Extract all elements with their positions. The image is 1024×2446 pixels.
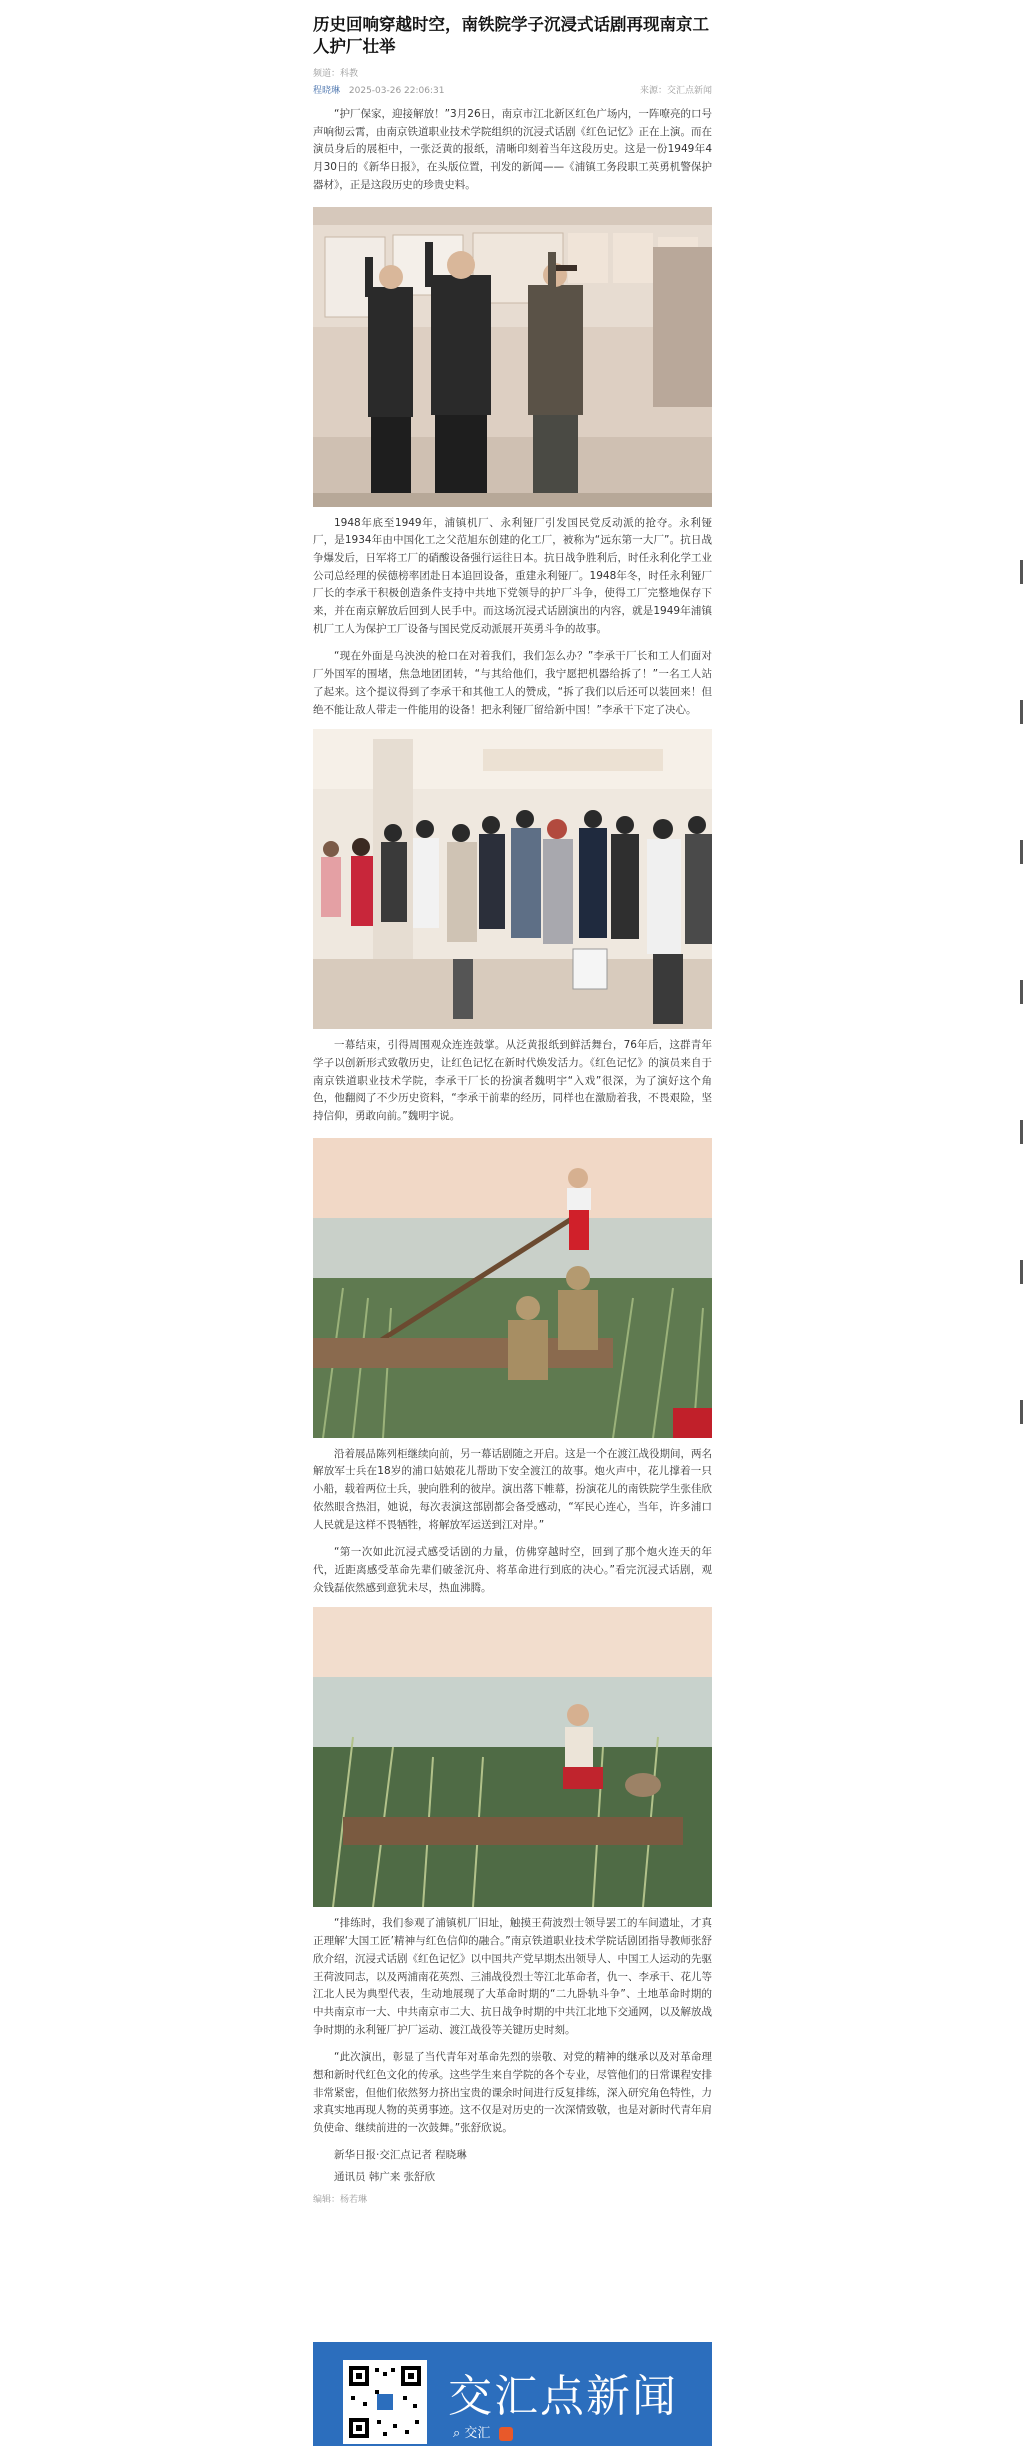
paragraph: 一幕结束，引得周围观众连连鼓掌。从泛黄报纸到鲜活舞台，76年后，这群青年学子以创新形式致敬历史，让红色记忆在新时代焕发活力。《红色记忆》的演员来自于南京铁道职业技术学院，李承干厂长的扮演者魏明宇“入戏”很深，为了演好这个角色，他翻阅了不少历史资料，“李承干前辈的经历，同样也在激励着我，不畏艰险，坚持信仰，勇敢向前。”魏明宇说。: [313, 1039, 712, 1123]
brand-name: 交汇点新闻: [448, 2371, 678, 2422]
article-title: 历史回响穿越时空，南铁院学子沉浸式话剧再现南京工人护厂壮举: [313, 15, 709, 56]
photo-actors: [313, 207, 712, 507]
paragraph: “现在外面是乌泱泱的枪口在对着我们，我们怎么办？”李承干厂长和工人们面对厂外国军的围堵，焦急地团团转，“与其给他们，我宁愿把机器给拆了！”一名工人站了起来。这个提议得到了李承干和其他工人的赞成，“拆了我们以后还可以装回来！但绝不能让敌人带走一件能用的设备！把永利铔厂留给新中国！”李承干下定了决心。: [313, 650, 712, 716]
scroll-marker: [1020, 980, 1023, 1004]
photo-audience: [313, 729, 712, 1029]
photo-reeds-image: [313, 1607, 712, 1907]
scroll-marker: [1020, 700, 1023, 724]
paragraph: 沿着展品陈列柜继续向前，另一幕话剧随之开启。这是一个在渡江战役期间，两名解放军士兵在18岁的浦口姑娘花儿帮助下安全渡江的故事。炮火声中，花儿撑着一只小船，载着两位士兵，驶向胜利的彼岸。演出落下帷幕，扮演花儿的南铁院学生张佳欣依然眼含热泪，她说，每次表演这部剧都会备受感动，“军民心连心，当年，许多浦口人民就是这样不畏牺牲，将解放军运送到江对岸。”: [313, 1447, 712, 1531]
app-logo-icon: [499, 2427, 513, 2441]
scroll-marker: [1020, 560, 1023, 584]
article-column: 频道：科教: [313, 69, 359, 79]
banner-sub-text: 交汇: [464, 2426, 491, 2441]
article-author[interactable]: 程晓琳: [313, 86, 341, 96]
scroll-marker: [1020, 1400, 1023, 1424]
search-icon: ⌕: [453, 2426, 461, 2441]
article-editor: 编辑：杨若琳: [313, 2194, 368, 2205]
photo-actors-image: [313, 207, 712, 507]
qr-code-icon[interactable]: [343, 2360, 427, 2444]
paragraph: “护厂保家，迎接解放！”3月26日，南京市江北新区红色广场内，一阵嘹亮的口号声响彻云霄，由南京铁道职业技术学院组织的沉浸式话剧《红色记忆》正在上演。而在演员身后的展柜中，一张泛黄的报纸，清晰印刻着当年这段历史。这是一份1949年4月30日的《新华日报》，在头版位置，刊发的新闻——《浦镇工务段职工英勇机警保护器材》，正是这段历史的珍贵史料。: [313, 108, 712, 191]
banner-sub: [453, 2422, 513, 2441]
scroll-marker: [1020, 840, 1023, 864]
photo-reeds: [313, 1607, 712, 1907]
article: [313, 0, 712, 2205]
paragraph: “此次演出，彰显了当代青年对革命先烈的崇敬、对党的精神的继承以及对革命理想和新时代红色文化的传承。这些学生来自学院的各个专业，尽管他们的日常课程安排非常紧密，但他们依然努力挤出宝贵的课余时间进行反复排练，深入研究角色特性，力求真实地再现人物的英勇事迹。这不仅是对历史的一次深情致敬，也是对新时代青年肩负使命、继续前进的一次鼓舞。”张舒欣说。: [313, 2051, 712, 2135]
photo-audience-image: [313, 729, 712, 1029]
paragraph: “第一次如此沉浸式感受话剧的力量，仿佛穿越时空，回到了那个炮火连天的年代，近距离感受革命先辈们破釜沉舟、将革命进行到底的决心。”看完沉浸式话剧，观众钱磊依然感到意犹未尽，热血沸腾。: [313, 1546, 712, 1594]
credit-reporter: 新华日报·交汇点记者 程晓琳: [334, 2148, 467, 2161]
credit-correspondents: 通讯员 韩广来 张舒欣: [334, 2170, 436, 2183]
article-meta: [313, 83, 712, 96]
article-date: 2025-03-26 22:06:31: [348, 86, 445, 96]
article-source: 来源：交汇点新闻: [639, 86, 712, 96]
photo-boat-soldiers: [313, 1138, 712, 1438]
photo-boat-soldiers-image: [313, 1138, 712, 1438]
app-banner[interactable]: [313, 2342, 712, 2446]
scroll-marker: [1020, 1260, 1023, 1284]
paragraph: “排练时，我们参观了浦镇机厂旧址，触摸王荷波烈士领导罢工的车间遗址，才真正理解‘大国工匠’精神与红色信仰的融合。”南京铁道职业技术学院话剧团指导教师张舒欣介绍，沉浸式话剧《红色记忆》以中国共产党早期杰出领导人、中国工人运动的先驱王荷波同志，以及两浦南花英烈、三浦战役烈士等江北革命者，仇一、李承干、花儿等江北人民为典型代表，生动地展现了大革命时期的“二九卧轨斗争”、土地革命时期的中共南京市一大、中共南京市二大、抗日战争时期的中共江北地下交通网，以及解放战争时期的永利铔厂护厂运动、渡江战役等关键历史时刻。: [313, 1917, 712, 2036]
paragraph: 1948年底至1949年，浦镇机厂、永利铔厂引发国民党反动派的抢夺。永利铔厂，是1934年由中国化工之父范旭东创建的化工厂，被称为“远东第一大厂”。抗日战争爆发后，日军将工厂的硝酸设备强行运往日本。抗日战争胜利后，时任永利化学工业公司总经理的侯德榜率团赴日本追回设备，重建永利铔厂。1948年冬，时任永利铔厂厂长的李承干积极创造条件支持中共地下党领导的护厂斗争，使得工厂完整地保存下来，并在南京解放后回到人民手中。而这场沉浸式话剧演出的内容，就是1949年浦镇机厂工人为保护工厂设备与国民党反动派展开英勇斗争的故事。: [313, 516, 712, 635]
scroll-marker: [1020, 1120, 1023, 1144]
